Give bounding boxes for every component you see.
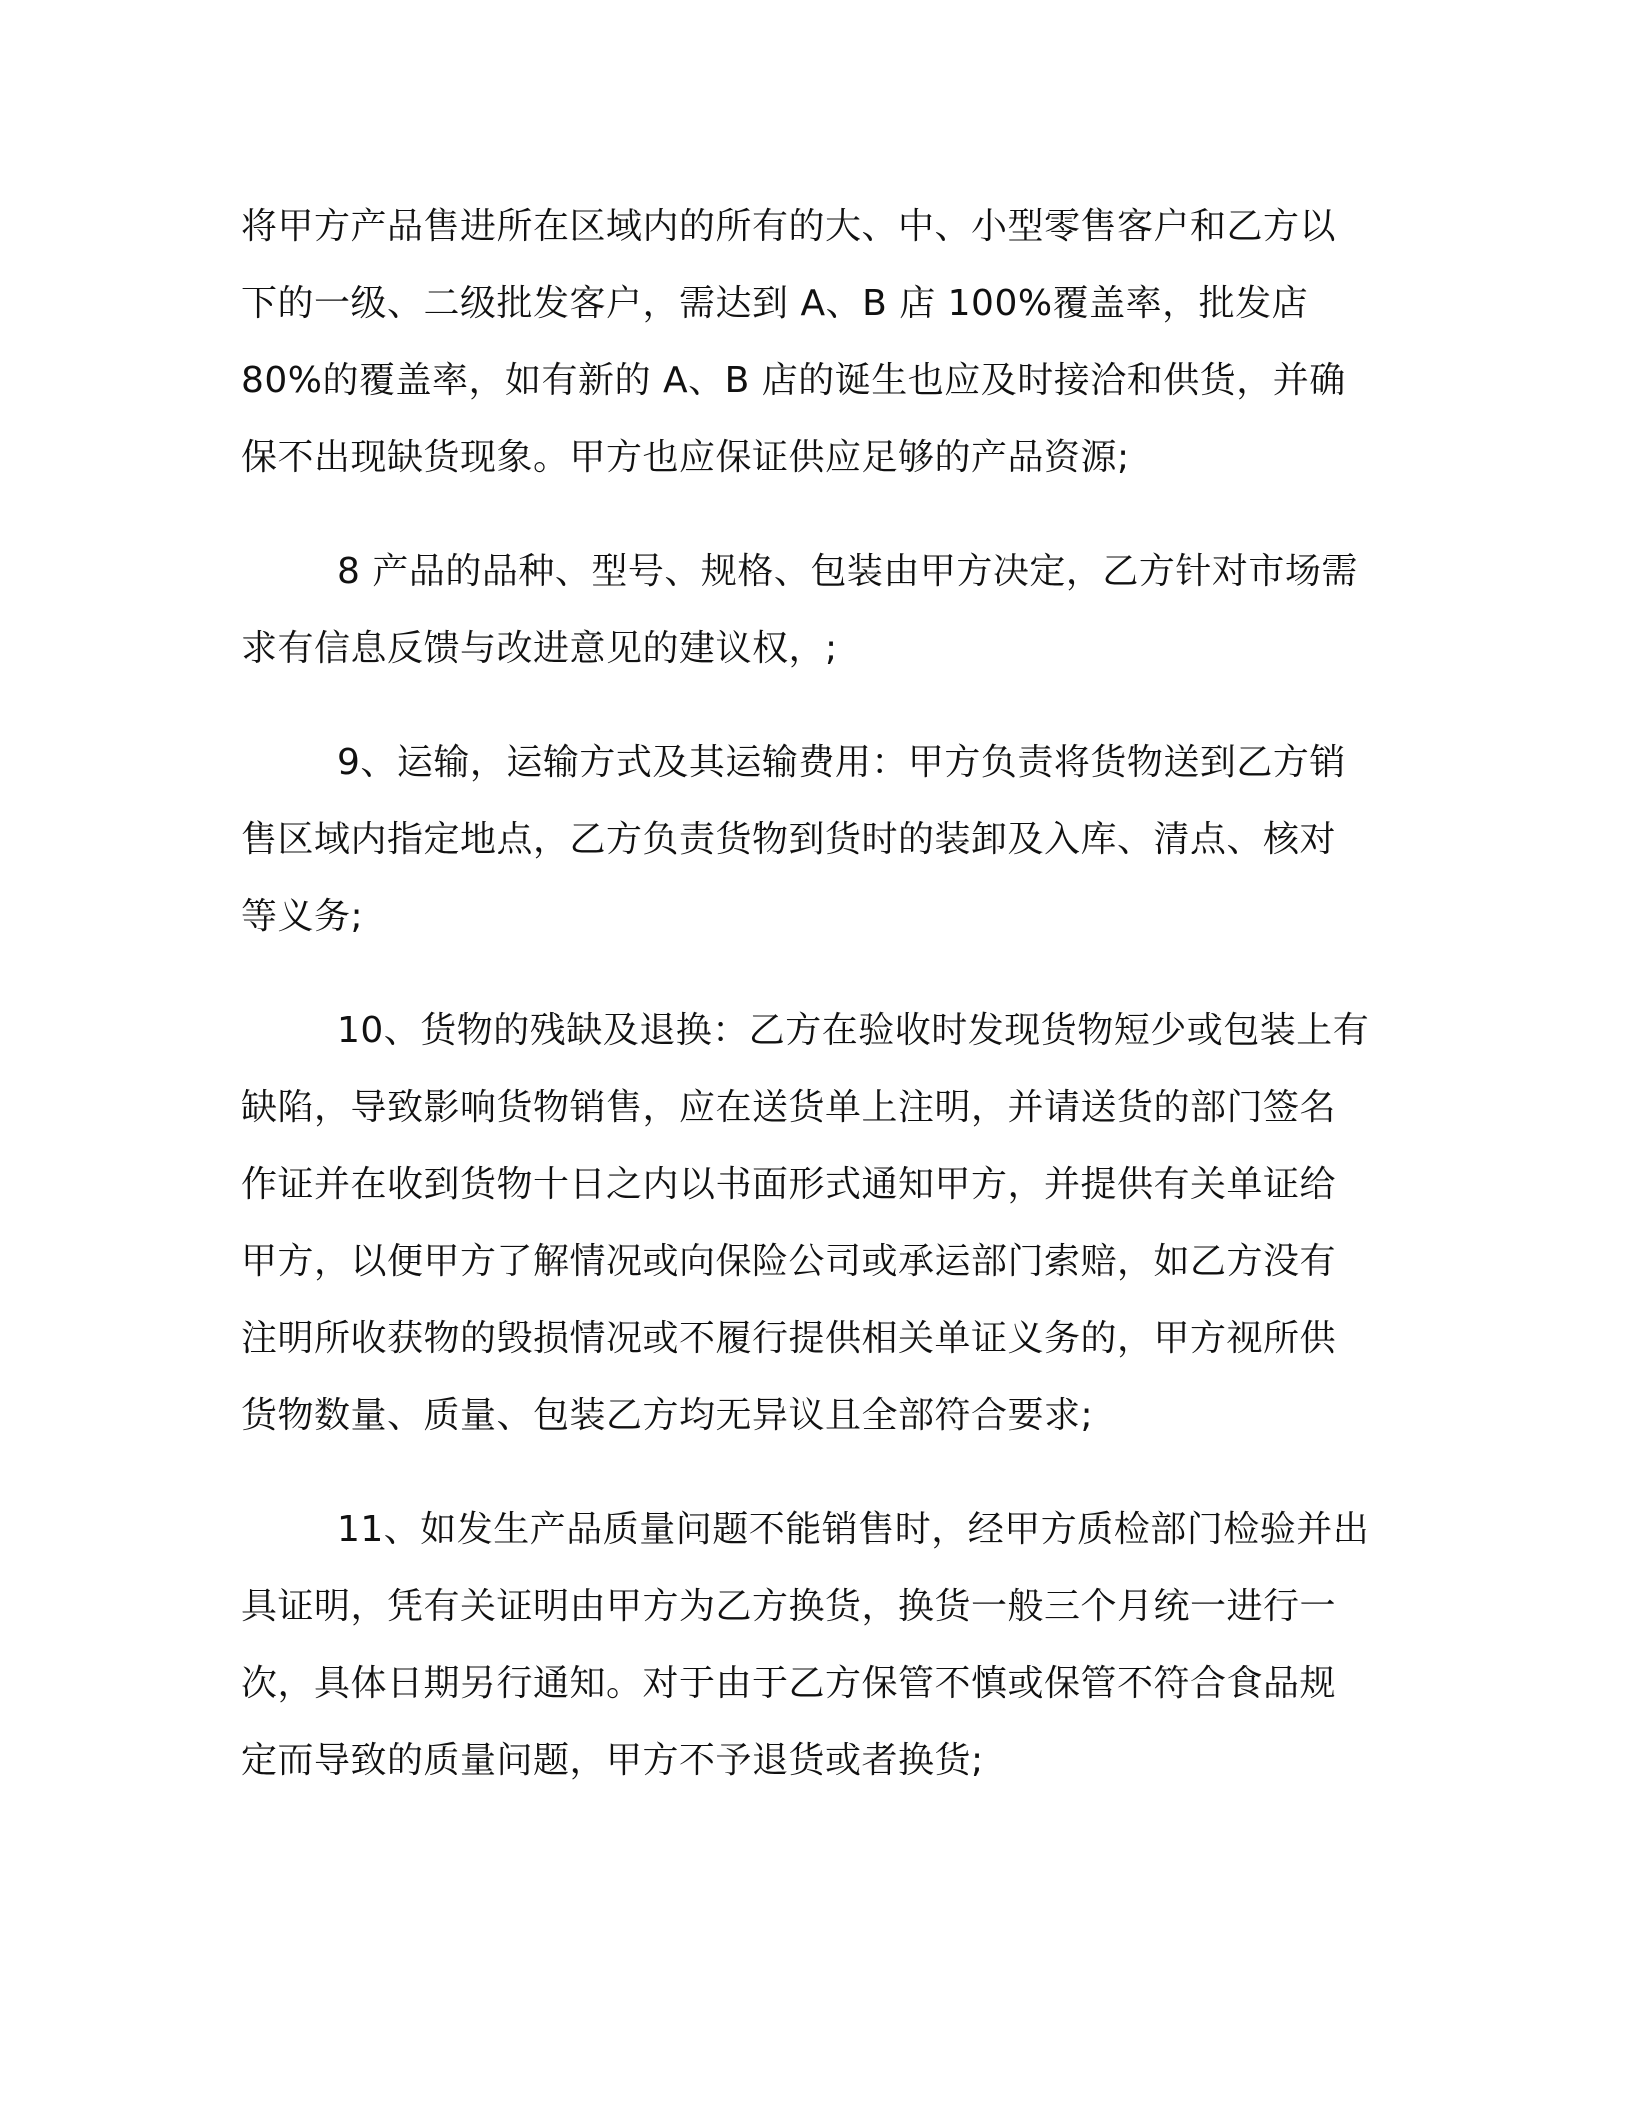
paragraph-clause-9: [241, 724, 1391, 955]
text-line: 具证明，凭有关证明由甲方为乙方换货，换货一般三个月统一进行一: [241, 1586, 1337, 1627]
text-line: 下的一级、二级批发客户，需达到 A、B 店 100%覆盖率，批发店: [241, 283, 1309, 324]
text-line: 求有信息反馈与改进意见的建议权，;: [241, 628, 838, 669]
text-line: 作证并在收到货物十日之内以书面形式通知甲方，并提供有关单证给: [241, 1164, 1337, 1205]
text-line: 注明所收获物的毁损情况或不履行提供相关单证义务的，甲方视所供: [241, 1318, 1337, 1359]
text-line: 保不出现缺货现象。甲方也应保证供应足够的产品资源;: [241, 437, 1130, 478]
text-line: 等义务;: [241, 896, 364, 937]
text-line: 甲方，以便甲方了解情况或向保险公司或承运部门索赔，如乙方没有: [241, 1241, 1337, 1282]
paragraph-clause-11: [241, 1491, 1391, 1799]
paragraph-clause-10: [241, 992, 1391, 1454]
text-line: 10、货物的残缺及退换：乙方在验收时发现货物短少或包装上有: [337, 1010, 1370, 1051]
paragraph-clause-8: [241, 533, 1391, 687]
document-body: [241, 188, 1391, 1836]
text-line: 缺陷，导致影响货物销售，应在送货单上注明，并请送货的部门签名: [241, 1087, 1337, 1128]
text-line: 9、运输，运输方式及其运输费用：甲方负责将货物送到乙方销: [337, 742, 1346, 783]
text-line: 货物数量、质量、包装乙方均无异议且全部符合要求;: [241, 1395, 1094, 1436]
text-line: 11、如发生产品质量问题不能销售时，经甲方质检部门检验并出: [337, 1509, 1370, 1550]
text-line: 次，具体日期另行通知。对于由于乙方保管不慎或保管不符合食品规: [241, 1663, 1337, 1704]
text-line: 将甲方产品售进所在区域内的所有的大、中、小型零售客户和乙方以: [241, 206, 1337, 247]
text-line: 售区域内指定地点，乙方负责货物到货时的装卸及入库、清点、核对: [241, 819, 1337, 860]
text-line: 80%的覆盖率，如有新的 A、B 店的诞生也应及时接洽和供货，并确: [241, 360, 1346, 401]
text-line: 8 产品的品种、型号、规格、包装由甲方决定，乙方针对市场需: [337, 551, 1358, 592]
text-line: 定而导致的质量问题，甲方不予退货或者换货;: [241, 1740, 984, 1781]
paragraph-continuation: [241, 188, 1391, 496]
